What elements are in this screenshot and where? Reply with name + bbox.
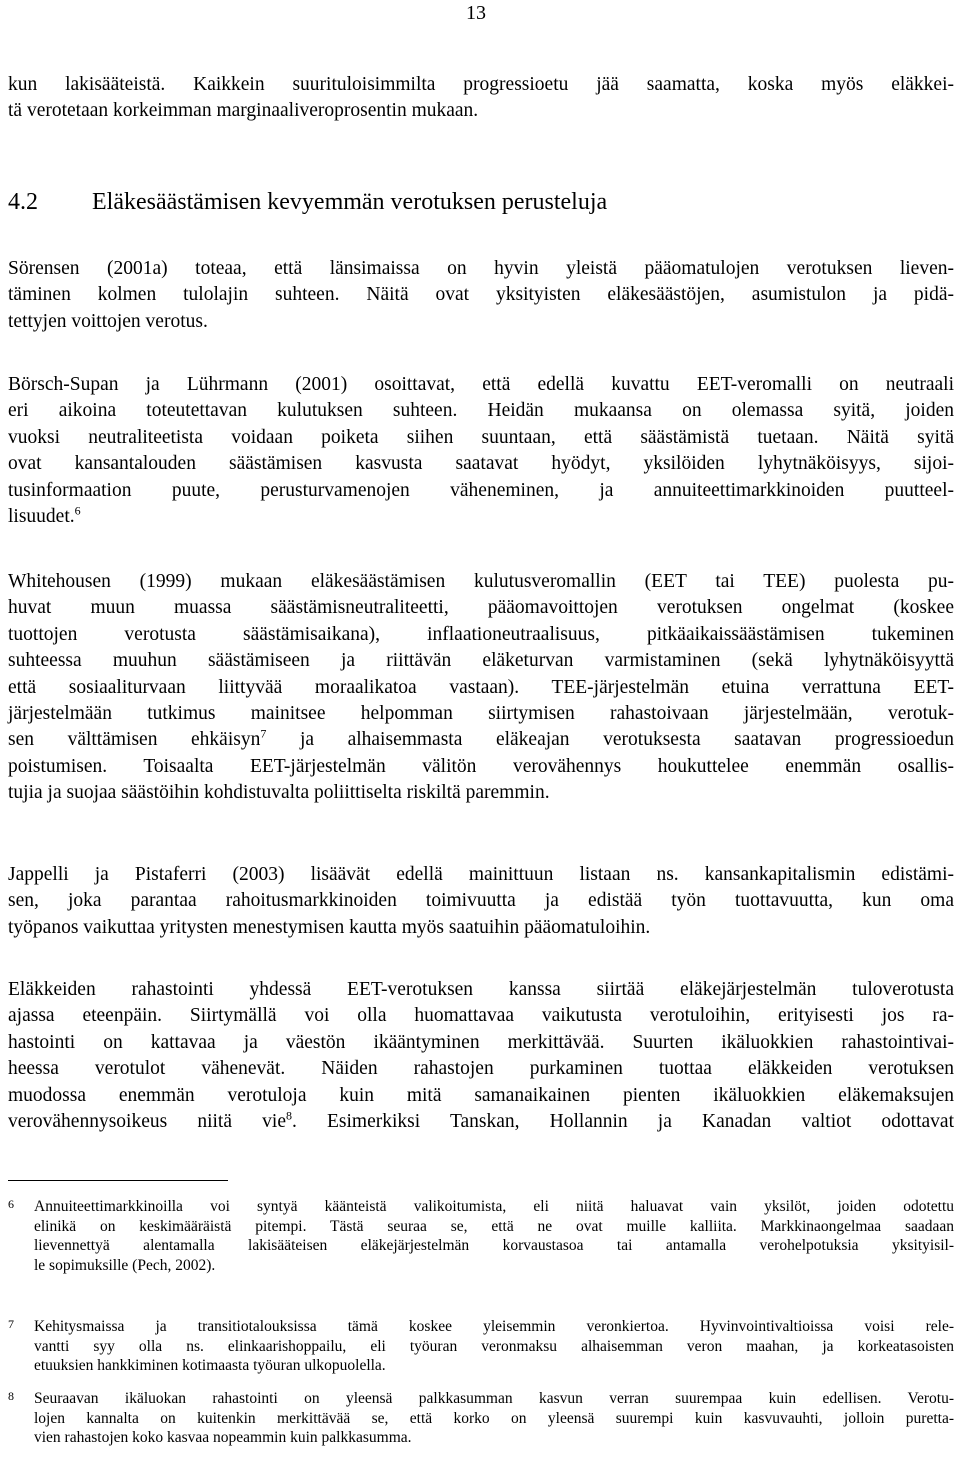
text-line: ovat kansantalouden säästämisen kasvusta saatavat hyödyt, yksilöiden lyhytnäköisyys, sijoi- [8,453,954,475]
footnote-line: lievennettyä alentamalla lakisääteisen eläkejärjestelmän korvaustasoa tai antamalla verohelpotuksia yksityisil- [34,1237,954,1255]
section-heading [8,189,607,216]
footnote-line: Kehitysmaissa ja transitiotalouksissa tämä koskee yleisemmin veronkiertoa. Hyvinvointivaltioissa voisi rele- [34,1318,954,1335]
paragraph-borsch-supan [8,372,954,530]
text-line: tusinformaation puute, perusturvamenojen väheneminen, ja annuiteettimarkkinoiden puutteel- [8,479,954,501]
page-number: 13 [466,2,486,24]
footnote-line: Seuraavan ikäluokan rahastointi on yleensä palkkasumman kasvun verran suurempaa kuin edellisen. Verotu- [34,1390,954,1407]
text-line: vuoksi neutraliteetista voidaan poiketa siihen suuntaan, että säästämistä tuetaan. Näitä syitä [8,426,954,448]
footnote-number: 7 [8,1317,14,1331]
paragraph-jappelli [8,862,954,941]
text-line: huvat muun muassa säästämisneutraliteetti, pääomavoittojen verotuksen ongelmat (koskee [8,597,954,619]
text-line: työpanos vaikuttaa yritysten menestymisen kautta myös saatuihin pääomatuloihin. [8,916,651,938]
text-line: . Esimerkiksi Tanskan, Hollannin ja Kanadan valtiot odottavat [291,1111,954,1133]
text-line: täminen kolmen tulolajin suhteen. Näitä ovat yksityisten eläkesäästöjen, asumistulon ja pidä- [8,284,954,306]
footnote-number: 6 [8,1197,14,1211]
paragraph-whitehouse [8,569,954,807]
text-line: eri aikoina toteutettavan kulutuksen suhteen. Heidän mukaansa on olemassa syitä, joiden [8,400,954,422]
text-line: lisuudet. [8,506,75,528]
text-line: Jappelli ja Pistaferri (2003) lisäävät edellä mainittuun listaan ns. kansankapitalismin edistämi- [8,864,954,885]
footnote-line: Annuiteettimarkkinoilla voi syntyä käänteistä valikoitumista, eli niitä haluavat vain yksilöt, joiden odotettu [34,1198,954,1215]
text-line: että sosiaaliturvaan liittyvää moraalikatoa vastaan). TEE-järjestelmän etuina verrattuna EET- [8,676,954,698]
text-line: Eläkkeiden rahastointi yhdessä EET-verotuksen kanssa siirtää eläkejärjestelmän tuloverotusta [8,979,954,1000]
footnote-number: 8 [8,1389,14,1403]
text-line: tujia ja suojaa säästöihin kohdistuvalta poliittiselta riskiltä paremmin. [8,782,550,804]
text-line: Whitehousen (1999) mukaan eläkesäästämisen kulutusveromallin (EET tai TEE) puolesta pu- [8,571,954,592]
intro-paragraph [8,72,954,125]
paragraph-rahastointi [8,977,954,1135]
text-line: verovähennysoikeus niitä vie [8,1111,286,1133]
text-line: sen, joka parantaa rahoitusmarkkinoiden toimivuutta ja edistää työn tuottavuutta, kun oma [8,890,954,912]
section-number: 4.2 [8,189,38,215]
footnote-ref[interactable]: 8 [285,1108,292,1123]
footnote-line: lojen kannalta on kuitenkin merkittävää se, että korko on yleensä suurempi kuin kasvuvauhti, jolloin puretta- [34,1409,954,1427]
text-line: muodossa enemmän verotuloja kuin mitä samanaikainen pienten ikäluokkien eläkemaksujen [8,1084,954,1106]
text-line: hastointi on kattavaa ja väestön ikääntyminen merkittävää. Suurten ikäluokkien rahastointivai- [8,1031,954,1053]
paragraph-sorensen [8,256,954,335]
footnote-ref[interactable]: 7 [260,726,267,741]
footnote-ref[interactable]: 6 [74,503,81,518]
text-line: Sörensen (2001a) toteaa, että länsimaissa on hyvin yleistä pääomatulojen verotuksen lieven- [8,258,954,279]
text-line: ja alhaisemmasta eläkeajan verotuksesta saatavan progressioedun [299,729,955,751]
text-line: järjestelmään tutkimus mainitsee helpomman siirtymisen rahastoivaan järjestelmään, verotuk- [8,703,954,725]
footnote-line: vantti syy olla ns. elinkaarishoppailu, eli työuran veronmaksu alhaisemman veron maahan, ja korkeatasoisten [34,1337,954,1355]
text-line: suhteessa muuhun säästämiseen ja riittävän eläketurvan varmistaminen (sekä lyhytnäköisyyttä [8,650,954,672]
text-line: tettyjen voittojen verotus. [8,310,208,332]
section-title: Eläkesäästämisen kevyemmän verotuksen perusteluja [92,189,608,215]
text-line: sen välttämisen ehkäisyn [8,729,261,751]
footnote-separator [8,1180,228,1181]
footnote-line: vien rahastojen koko kasvaa nopeammin kuin palkkasumma. [34,1429,412,1447]
footnote-line: le sopimuksille (Pech, 2002). [34,1256,216,1274]
text-line: Börsch-Supan ja Lührmann (2001) osoittavat, että edellä kuvattu EET-veromalli on neutraali [8,374,954,395]
footnote-line: elinikä on keskimääräistä pitempi. Tästä seuraa se, että ne ovat muille kalliita. Markkinaongelmaa saadaan [34,1217,954,1235]
text-line: poistumisen. Toisaalta EET-järjestelmän välitön verovähennys houkuttelee enemmän osallis- [8,755,954,777]
text-line: kun lakisääteistä. Kaikkein suurituloisimmilta progressioetu jää saamatta, koska myös eläkkei- [8,74,954,95]
text-line: ajassa eteenpäin. Siirtymällä voi olla huomattavaa vaikutusta verotuloihin, erityisesti jos ra- [8,1005,954,1027]
text-line: tuottojen verotusta säästämisaikana), inflaationeutraalisuus, pitkäaikaissäästämisen tukeminen [8,623,954,645]
footnote-line: etuuksien hankkiminen kotimaasta työuran ulkopuolella. [34,1357,386,1375]
text-line: tä verotetaan korkeimman marginaaliveroprosentin mukaan. [8,100,479,122]
text-line: heessa verotulot vähenevät. Näiden rahastojen purkaminen tuottaa eläkkeiden verotuksen [8,1058,954,1080]
